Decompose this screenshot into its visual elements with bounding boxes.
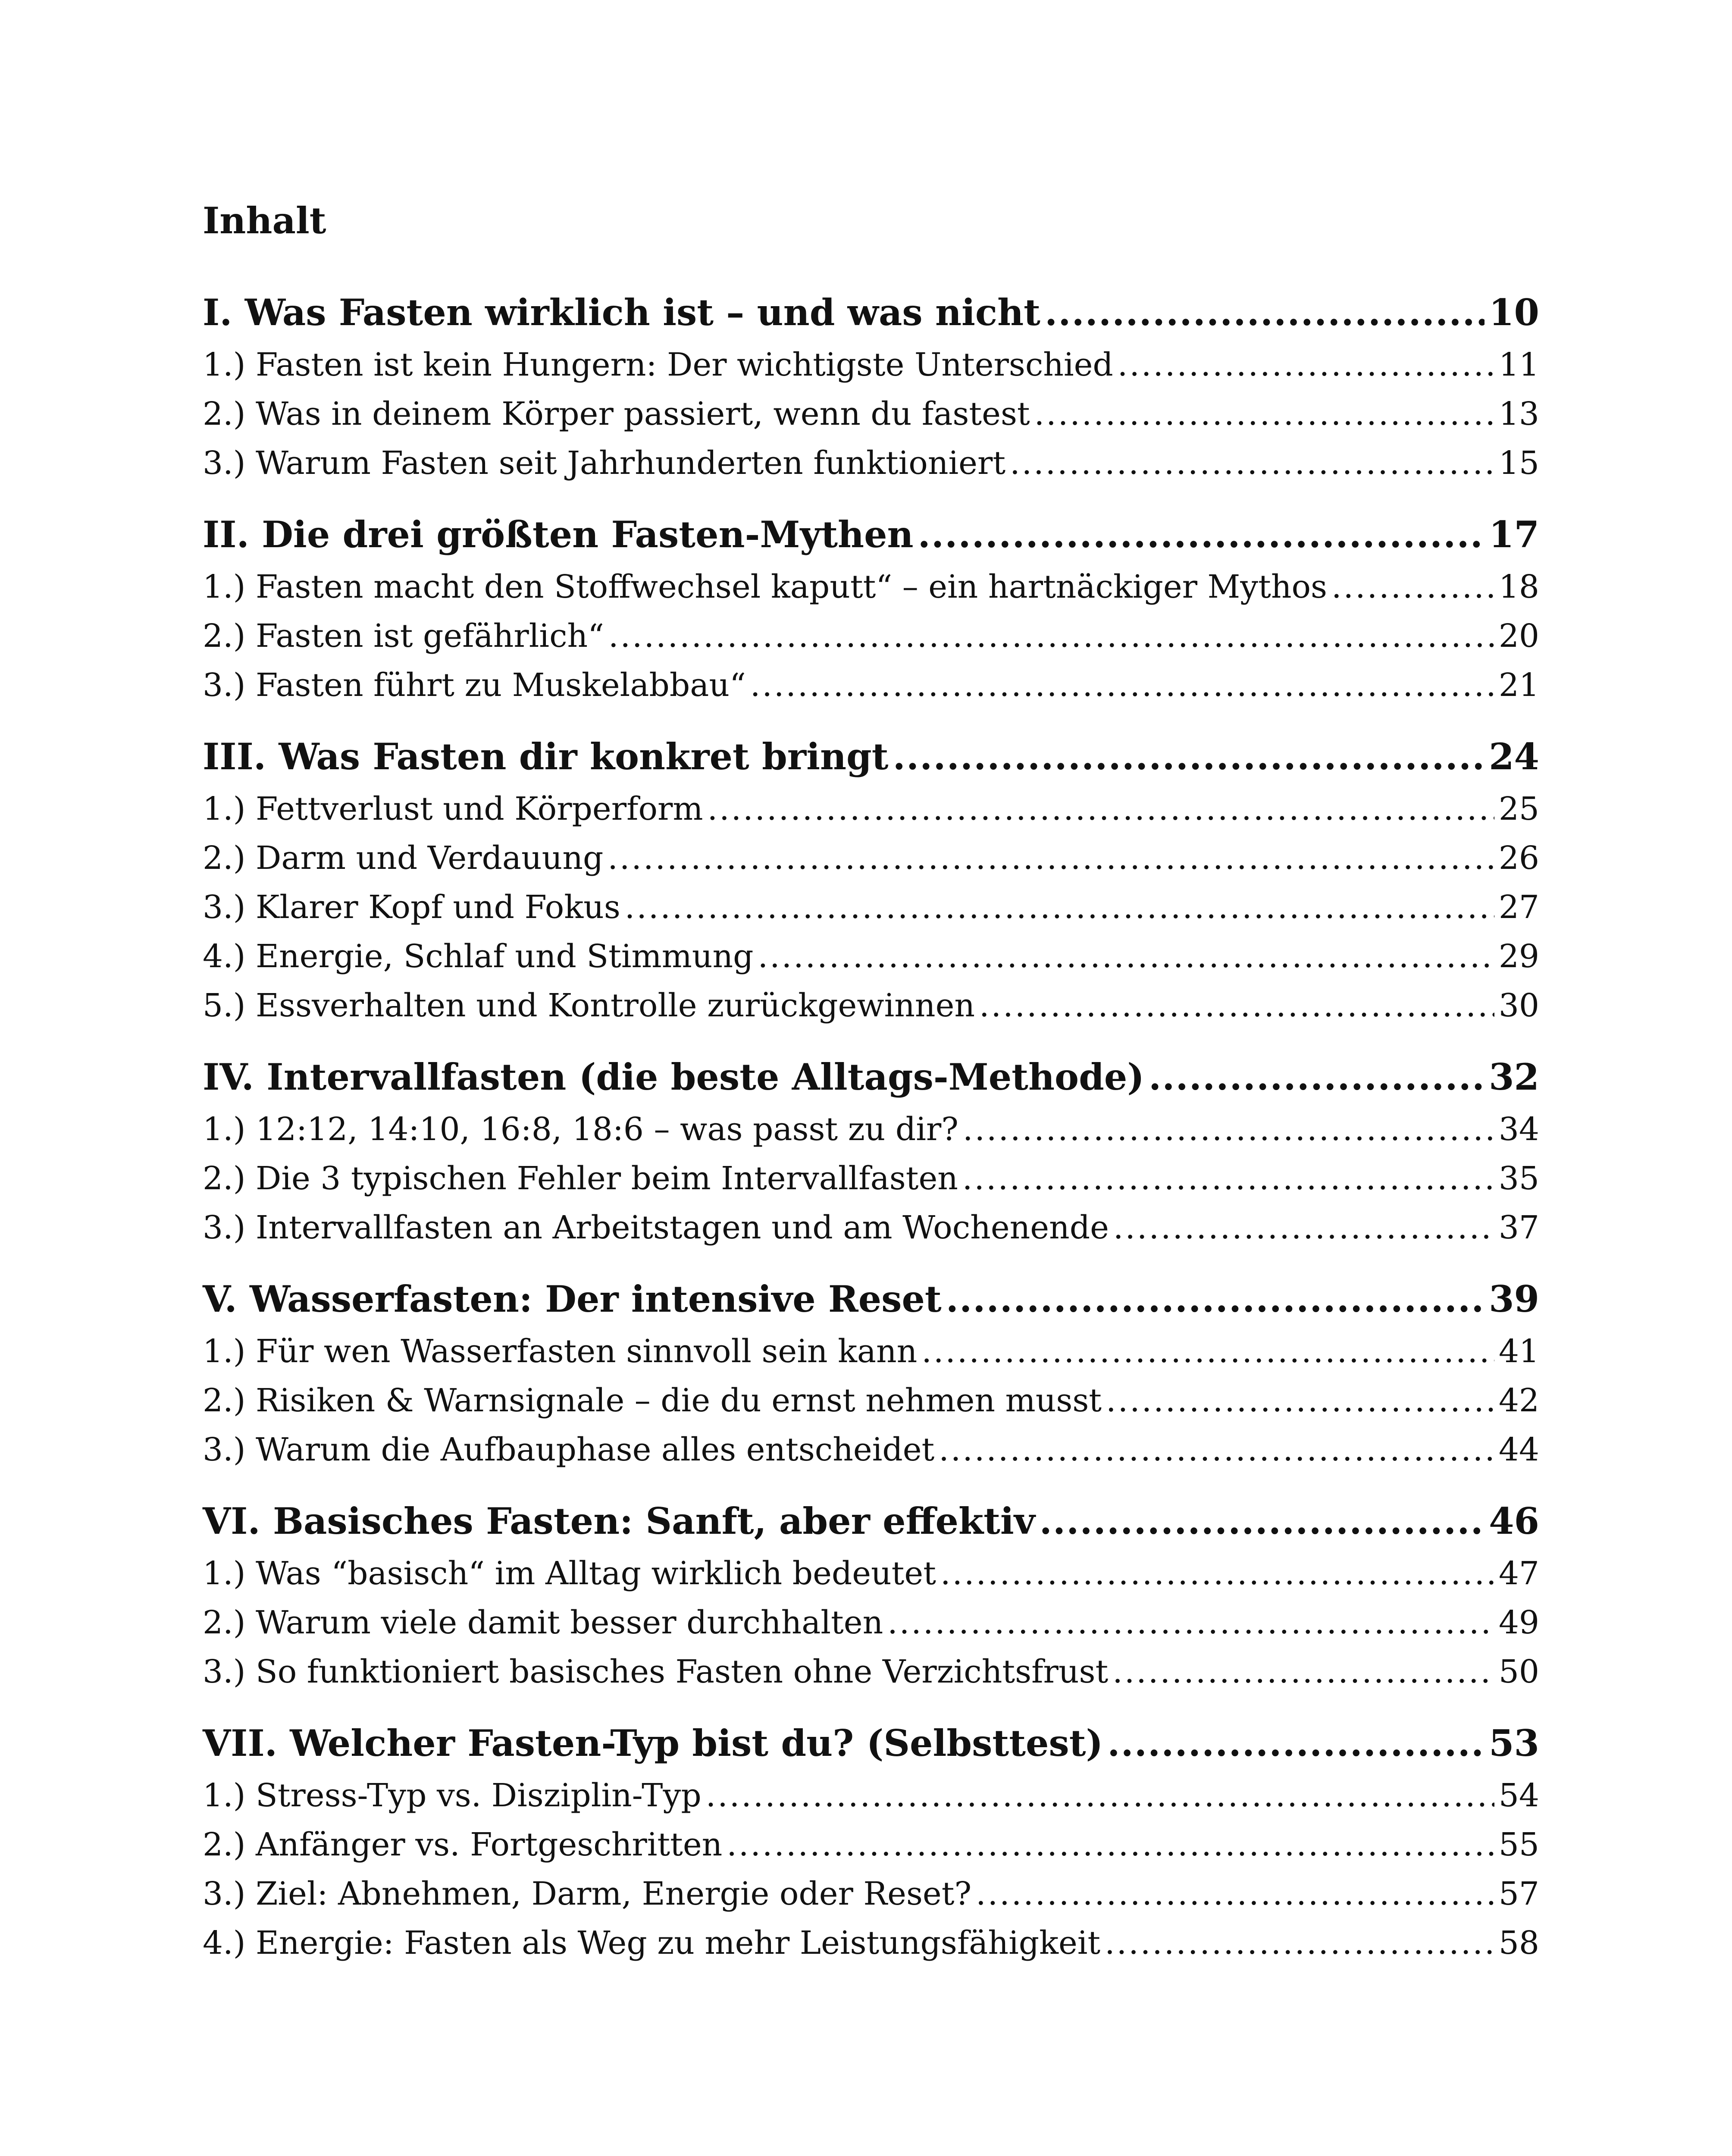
toc-section xyxy=(203,1500,1539,1702)
toc-section-title[interactable] xyxy=(203,1500,1539,1555)
toc-section xyxy=(203,735,1539,1036)
toc-entry[interactable] xyxy=(203,987,1539,1036)
toc-section-title[interactable] xyxy=(203,1056,1539,1111)
toc-entry[interactable] xyxy=(203,938,1539,987)
dot-leader xyxy=(887,1604,1494,1641)
dot-leader xyxy=(1106,1382,1494,1419)
toc-entry[interactable] xyxy=(203,568,1539,617)
toc-entry-label: 2.) Warum viele damit besser durchhalten xyxy=(203,1604,883,1641)
dot-leader xyxy=(608,617,1494,655)
toc-entry-label: 3.) Klarer Kopf und Fokus xyxy=(203,889,620,926)
toc-entry[interactable] xyxy=(203,1653,1539,1702)
toc-entry[interactable] xyxy=(203,346,1539,395)
toc-section-title-page-number: 17 xyxy=(1489,513,1539,556)
toc-entry-label: 2.) Darm und Verdauung xyxy=(203,840,604,877)
dot-leader xyxy=(1010,445,1494,482)
dot-leader xyxy=(939,1431,1494,1468)
toc-entry[interactable] xyxy=(203,1924,1539,1974)
toc-section-title[interactable] xyxy=(203,735,1539,790)
toc-section-title-label: IV. Intervallfasten (die beste Alltags-Methode) xyxy=(203,1056,1144,1098)
dot-leader xyxy=(750,667,1494,704)
toc-entry[interactable] xyxy=(203,840,1539,889)
toc-section-title[interactable] xyxy=(203,291,1539,346)
dot-leader xyxy=(979,987,1494,1024)
dot-leader xyxy=(940,1555,1494,1592)
toc-entry-page-number: 49 xyxy=(1498,1604,1539,1641)
dot-leader xyxy=(1113,1209,1494,1246)
toc-section-title-page-number: 32 xyxy=(1489,1056,1539,1098)
toc-entry-page-number: 26 xyxy=(1498,840,1539,877)
toc-entry-page-number: 21 xyxy=(1498,667,1539,704)
toc-section xyxy=(203,1056,1539,1258)
toc-section-title-label: VII. Welcher Fasten-Typ bist du? (Selbsttest) xyxy=(203,1722,1103,1764)
toc-entry-label: 2.) Risiken & Warnsignale – die du ernst nehmen musst xyxy=(203,1382,1102,1419)
toc-entry-label: 1.) Was “basisch“ im Alltag wirklich bedeutet xyxy=(203,1555,936,1592)
dot-leader xyxy=(708,790,1494,827)
toc-section-title[interactable] xyxy=(203,513,1539,568)
toc-entry-label: 2.) Anfänger vs. Fortgeschritten xyxy=(203,1826,723,1863)
dot-leader xyxy=(946,1278,1485,1320)
dot-leader xyxy=(962,1160,1494,1197)
toc-entry[interactable] xyxy=(203,1875,1539,1924)
dot-leader xyxy=(921,1333,1494,1370)
toc-entry-page-number: 44 xyxy=(1498,1431,1539,1468)
dot-leader xyxy=(893,735,1485,778)
toc-entry[interactable] xyxy=(203,445,1539,494)
toc-list xyxy=(203,291,1539,1993)
toc-entry[interactable] xyxy=(203,1333,1539,1382)
toc-entry-page-number: 34 xyxy=(1498,1111,1539,1148)
toc-entry[interactable] xyxy=(203,1777,1539,1826)
toc-section-title-label: II. Die drei größten Fasten-Mythen xyxy=(203,513,914,556)
toc-entry-page-number: 27 xyxy=(1498,889,1539,926)
dot-leader xyxy=(706,1777,1494,1814)
toc-entry-label: 4.) Energie, Schlaf und Stimmung xyxy=(203,938,754,975)
toc-entry-label: 1.) Fasten macht den Stoffwechsel kaputt“ – ein hartnäckiger Mythos xyxy=(203,568,1328,605)
toc-entry[interactable] xyxy=(203,617,1539,667)
dot-leader xyxy=(727,1826,1494,1863)
dot-leader xyxy=(1112,1653,1494,1690)
toc-entry[interactable] xyxy=(203,1160,1539,1209)
toc-entry-page-number: 41 xyxy=(1498,1333,1539,1370)
dot-leader xyxy=(1331,568,1494,605)
toc-section xyxy=(203,291,1539,494)
dot-leader xyxy=(1040,1500,1485,1542)
toc-entry[interactable] xyxy=(203,1382,1539,1431)
toc-entry-page-number: 35 xyxy=(1498,1160,1539,1197)
toc-entry[interactable] xyxy=(203,1604,1539,1653)
toc-entry-page-number: 54 xyxy=(1498,1777,1539,1814)
toc-entry-label: 3.) Warum Fasten seit Jahrhunderten funktioniert xyxy=(203,445,1006,482)
toc-entry[interactable] xyxy=(203,790,1539,840)
toc-section-title-label: VI. Basisches Fasten: Sanft, aber effektiv xyxy=(203,1500,1035,1542)
toc-entry[interactable] xyxy=(203,1111,1539,1160)
toc-entry-page-number: 18 xyxy=(1498,568,1539,605)
dot-leader xyxy=(976,1875,1494,1912)
dot-leader xyxy=(1149,1056,1485,1098)
toc-entry-label: 1.) Stress-Typ vs. Disziplin-Typ xyxy=(203,1777,702,1814)
dot-leader xyxy=(625,889,1494,926)
toc-entry-page-number: 25 xyxy=(1498,790,1539,827)
dot-leader xyxy=(608,840,1494,877)
toc-section-title-page-number: 10 xyxy=(1489,291,1539,334)
dot-leader xyxy=(1045,291,1485,334)
toc-section-title-page-number: 46 xyxy=(1489,1500,1539,1542)
toc-entry-page-number: 11 xyxy=(1498,346,1539,383)
toc-entry-page-number: 58 xyxy=(1498,1924,1539,1962)
toc-section-title-page-number: 39 xyxy=(1489,1278,1539,1320)
toc-entry-page-number: 29 xyxy=(1498,938,1539,975)
toc-entry[interactable] xyxy=(203,395,1539,445)
toc-section-title[interactable] xyxy=(203,1278,1539,1333)
dot-leader xyxy=(963,1111,1494,1148)
dot-leader xyxy=(1118,346,1494,383)
toc-entry-page-number: 13 xyxy=(1498,395,1539,432)
toc-entry-label: 3.) Warum die Aufbauphase alles entscheidet xyxy=(203,1431,935,1468)
dot-leader xyxy=(758,938,1494,975)
toc-section-title-page-number: 24 xyxy=(1489,735,1539,778)
toc-entry-page-number: 15 xyxy=(1498,445,1539,482)
toc-section-title-page-number: 53 xyxy=(1489,1722,1539,1764)
toc-section xyxy=(203,513,1539,716)
toc-entry-page-number: 57 xyxy=(1498,1875,1539,1912)
toc-entry[interactable] xyxy=(203,889,1539,938)
toc-entry[interactable] xyxy=(203,667,1539,716)
dot-leader xyxy=(918,513,1485,556)
toc-entry-label: 3.) So funktioniert basisches Fasten ohne Verzichtsfrust xyxy=(203,1653,1109,1690)
toc-entry-page-number: 55 xyxy=(1498,1826,1539,1863)
toc-entry-label: 3.) Fasten führt zu Muskelabbau“ xyxy=(203,667,746,704)
toc-entry-label: 2.) Fasten ist gefährlich“ xyxy=(203,617,604,655)
toc-entry-label: 1.) Fettverlust und Körperform xyxy=(203,790,703,827)
toc-entry-page-number: 50 xyxy=(1498,1653,1539,1690)
toc-entry-label: 1.) Für wen Wasserfasten sinnvoll sein kann xyxy=(203,1333,918,1370)
toc-section-title-label: V. Wasserfasten: Der intensive Reset xyxy=(203,1278,942,1320)
toc-entry-label: 1.) Fasten ist kein Hungern: Der wichtigste Unterschied xyxy=(203,346,1113,383)
dot-leader xyxy=(1107,1722,1485,1764)
toc-entry-label: 4.) Energie: Fasten als Weg zu mehr Leistungsfähigkeit xyxy=(203,1924,1101,1962)
toc-entry[interactable] xyxy=(203,1826,1539,1875)
toc-entry-label: 5.) Essverhalten und Kontrolle zurückgewinnen xyxy=(203,987,975,1024)
toc-entry-label: 2.) Die 3 typischen Fehler beim Intervallfasten xyxy=(203,1160,958,1197)
toc-section xyxy=(203,1722,1539,1974)
toc-entry[interactable] xyxy=(203,1431,1539,1480)
toc-entry-page-number: 42 xyxy=(1498,1382,1539,1419)
toc-entry-label: 3.) Ziel: Abnehmen, Darm, Energie oder Reset? xyxy=(203,1875,972,1912)
toc-section-title-label: III. Was Fasten dir konkret bringt xyxy=(203,735,889,778)
toc-entry-page-number: 47 xyxy=(1498,1555,1539,1592)
toc-entry-label: 3.) Intervallfasten an Arbeitstagen und am Wochenende xyxy=(203,1209,1109,1246)
toc-entry[interactable] xyxy=(203,1555,1539,1604)
dot-leader xyxy=(1034,395,1494,432)
toc-entry-label: 1.) 12:12, 14:10, 16:8, 18:6 – was passt zu dir? xyxy=(203,1111,958,1148)
toc-entry[interactable] xyxy=(203,1209,1539,1258)
toc-entry-page-number: 30 xyxy=(1498,987,1539,1024)
toc-section xyxy=(203,1278,1539,1480)
toc-entry-page-number: 20 xyxy=(1498,617,1539,655)
toc-section-title[interactable] xyxy=(203,1722,1539,1777)
toc-entry-page-number: 37 xyxy=(1498,1209,1539,1246)
toc-entry-label: 2.) Was in deinem Körper passiert, wenn du fastest xyxy=(203,395,1030,432)
dot-leader xyxy=(1105,1924,1494,1962)
toc-heading: Inhalt xyxy=(203,199,326,242)
toc-section-title-label: I. Was Fasten wirklich ist – und was nicht xyxy=(203,291,1040,334)
